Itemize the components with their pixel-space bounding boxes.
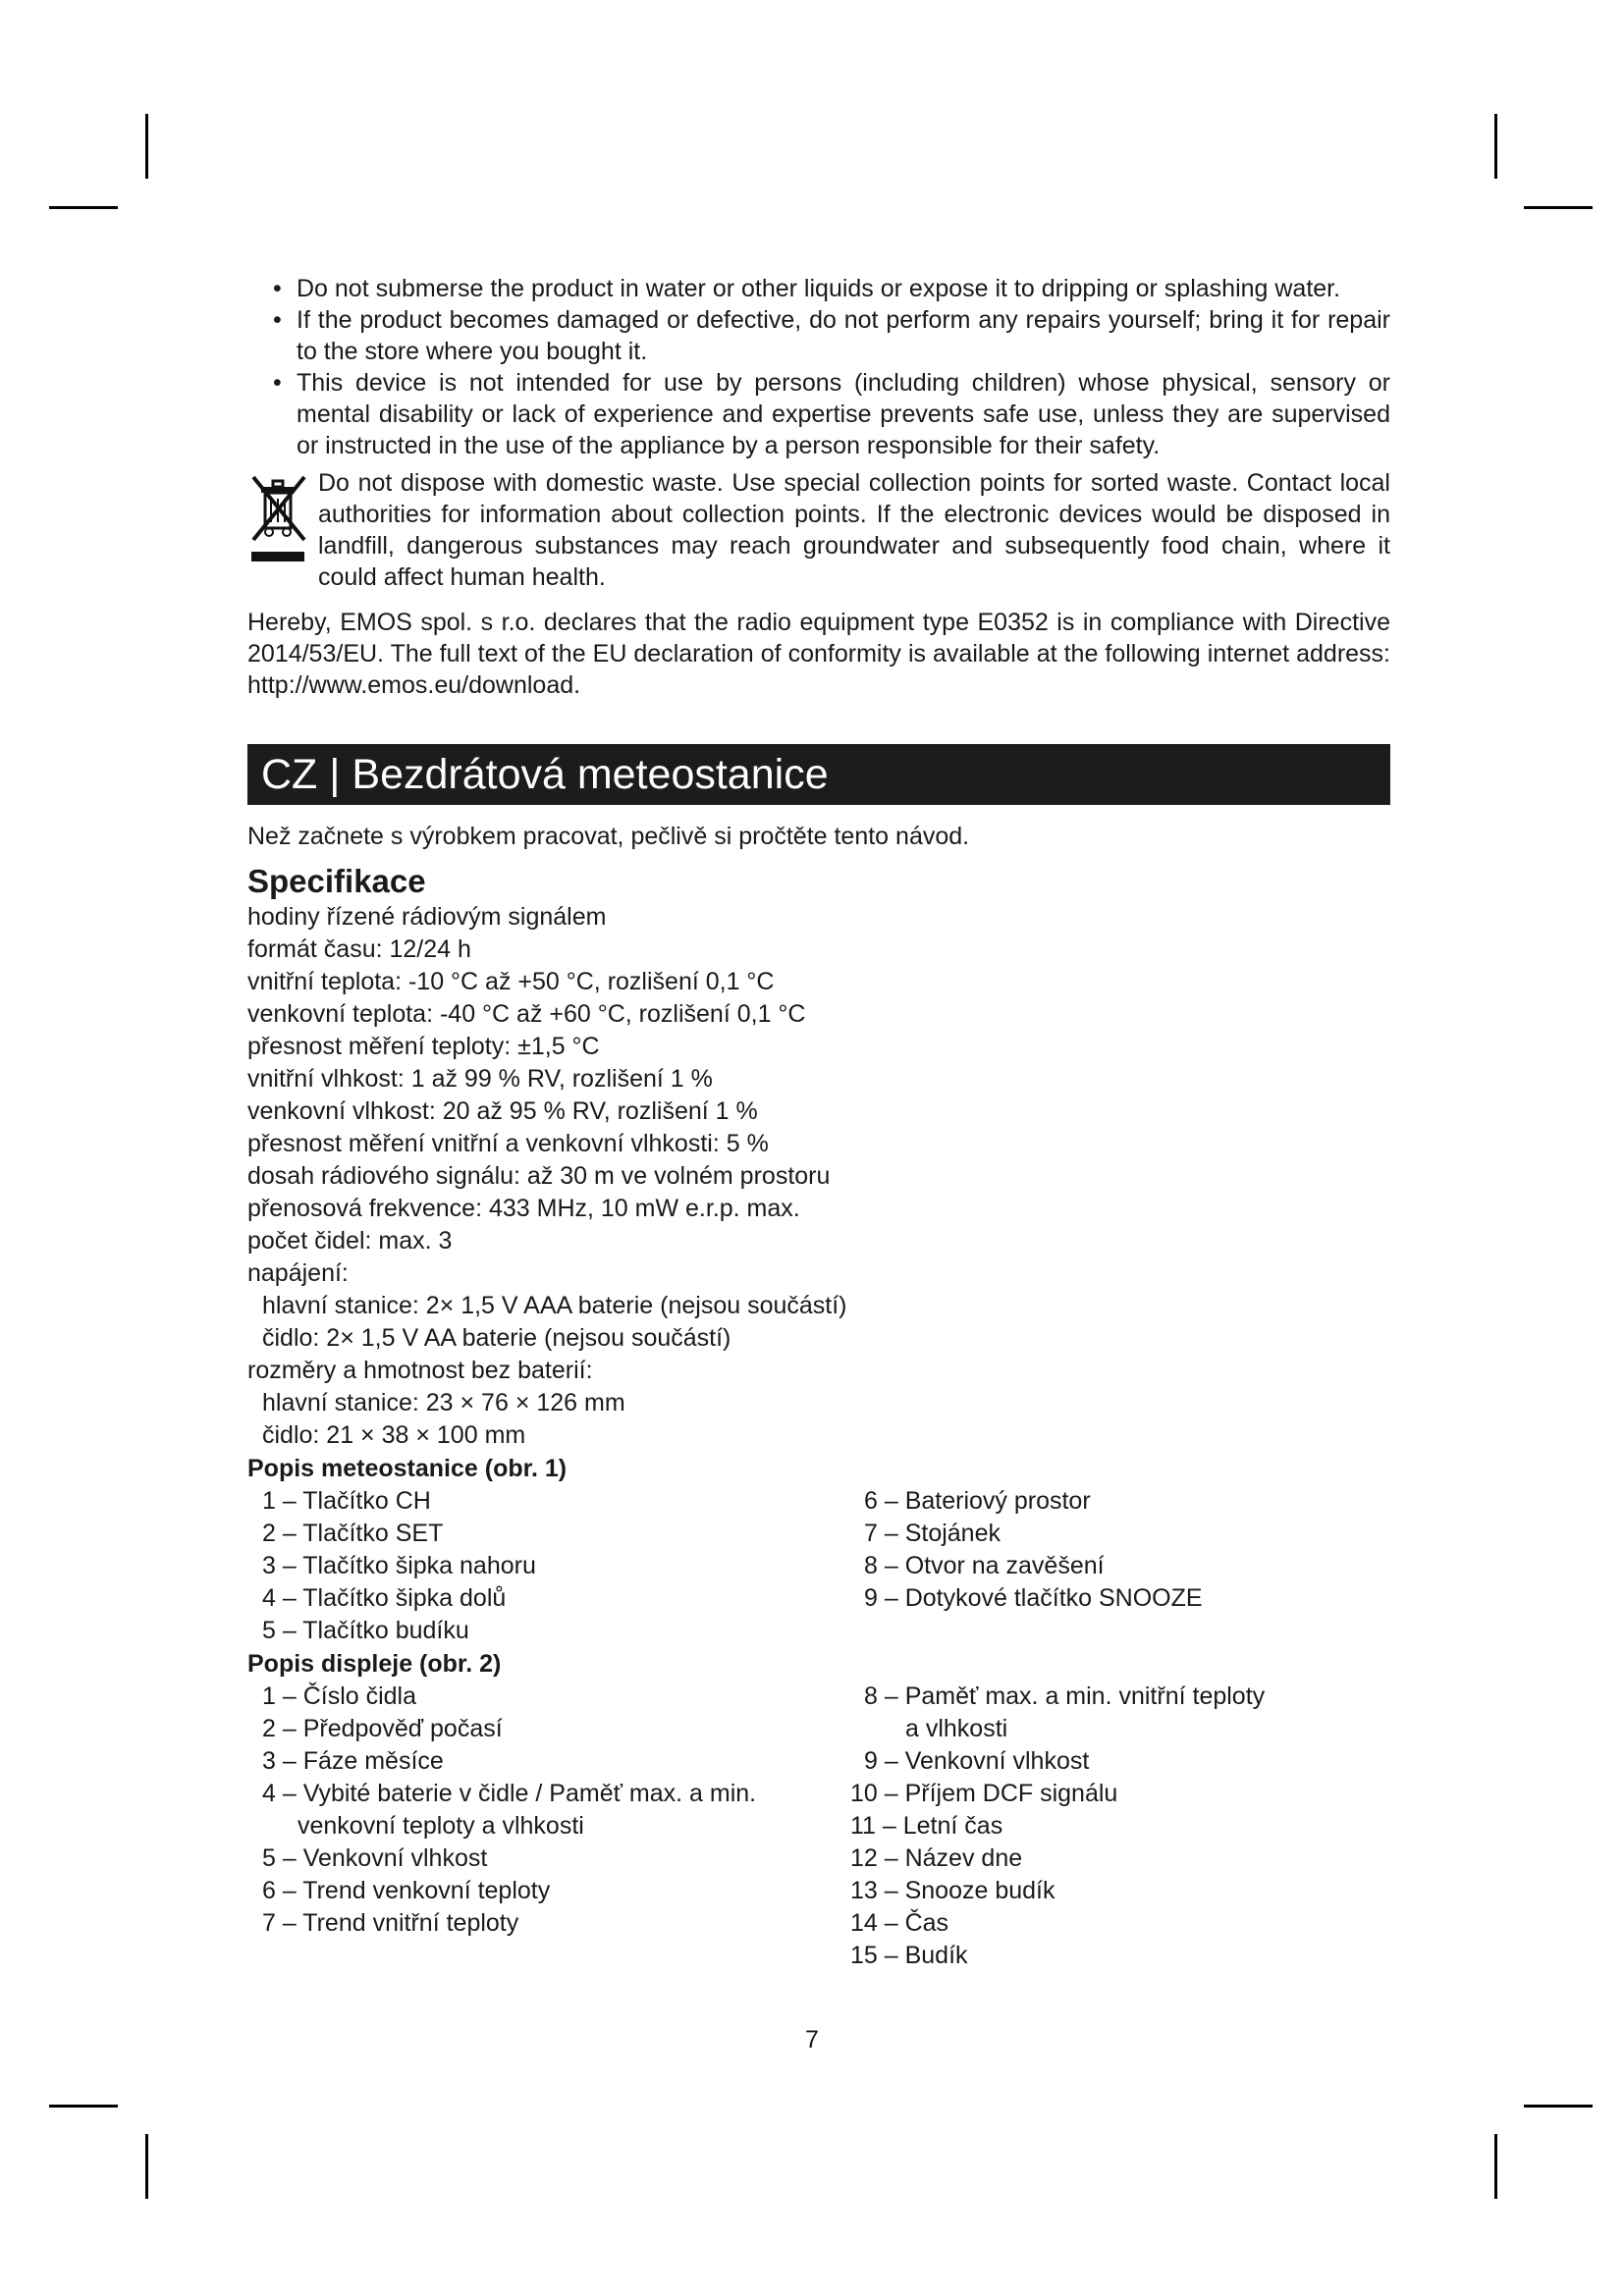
list-item: 8 – Paměť max. a min. vnitřní teploty	[864, 1682, 1266, 1710]
list-item: 5 – Venkovní vlhkost	[262, 1844, 488, 1872]
list-item: 2 – Předpověď počasí	[262, 1715, 503, 1742]
list-item: 13 – Snooze budík	[850, 1877, 1056, 1904]
page-content	[247, 273, 1390, 1975]
display-left-col	[262, 1681, 756, 1940]
list-item: 1 – Číslo čidla	[262, 1682, 417, 1710]
list-item: 2 – Tlačítko SET	[262, 1520, 444, 1547]
spec-item: čidlo: 2× 1,5 V AA baterie (nejsou součástí)	[262, 1324, 731, 1352]
spec-item: počet čidel: max. 3	[247, 1227, 453, 1255]
list-item: 10 – Příjem DCF signálu	[850, 1780, 1118, 1807]
list-item: 7 – Trend vnitřní teploty	[262, 1909, 519, 1937]
spec-item: venkovní vlhkost: 20 až 95 % RV, rozlišení 1 %	[247, 1097, 758, 1125]
spec-item: vnitřní vlhkost: 1 až 99 % RV, rozlišení 1 %	[247, 1065, 713, 1093]
page-number: 7	[805, 2026, 819, 2054]
display-list	[247, 1681, 1390, 1975]
bullet-item: • Do not submerse the product in water or other liquids or expose it to dripping or splashing water.	[247, 273, 1390, 304]
spec-item: dosah rádiového signálu: až 30 m ve volném prostoru	[247, 1162, 831, 1190]
list-item: 6 – Bateriový prostor	[864, 1487, 1091, 1515]
declaration-text: Hereby, EMOS spol. s r.o. declares that the radio equipment type E0352 is in compliance with Directive 2014/53/EU. The full text of the EU declaration of conformity is available at the following internet address: http://www.emos.eu/download.	[247, 609, 1390, 699]
spec-item: hlavní stanice: 2× 1,5 V AAA baterie (nejsou součástí)	[262, 1292, 847, 1319]
list-item: 3 – Fáze měsíce	[262, 1747, 444, 1775]
spec-list	[247, 901, 1390, 1452]
crop-mark-tr-v	[1494, 114, 1497, 179]
spec-item: rozměry a hmotnost bez baterií:	[247, 1357, 593, 1384]
bullet-item: • This device is not intended for use by persons (including children) whose physical, sensory or mental disability or lack of experience and expertise prevents safe use, unless they are supervised or instructed in the use of the appliance by a person responsible for their safety.	[247, 367, 1390, 461]
crop-mark-tr-h	[1524, 206, 1593, 209]
list-item: 14 – Čas	[850, 1909, 949, 1937]
station-list	[247, 1485, 1390, 1647]
intro-text: Než začnete s výrobkem pracovat, pečlivě si pročtěte tento návod.	[247, 823, 970, 850]
spec-item: hodiny řízené rádiovým signálem	[247, 903, 607, 931]
crop-mark-br-v	[1494, 2134, 1497, 2199]
list-item: 4 – Tlačítko šipka dolů	[262, 1584, 507, 1612]
crop-mark-bl-h	[49, 2105, 118, 2108]
spec-heading: Specifikace	[247, 863, 426, 899]
spec-item: přesnost měření vnitřní a venkovní vlhkosti: 5 %	[247, 1130, 769, 1157]
spec-item: vnitřní teplota: -10 °C až +50 °C, rozlišení 0,1 °C	[247, 968, 775, 995]
display-heading: Popis displeje (obr. 2)	[247, 1650, 502, 1678]
list-item: 3 – Tlačítko šipka nahoru	[262, 1552, 536, 1579]
safety-bullets	[247, 273, 1390, 461]
list-item: 9 – Venkovní vlhkost	[864, 1747, 1090, 1775]
list-item: 8 – Otvor na zavěšení	[864, 1552, 1105, 1579]
bullet-item: • If the product becomes damaged or defective, do not perform any repairs yourself; bring it for repair to the store where you bought it.	[247, 304, 1390, 367]
section-title-bar: CZ | Bezdrátová meteostanice	[247, 744, 1390, 805]
crop-mark-br-h	[1524, 2105, 1593, 2108]
list-item: 12 – Název dne	[850, 1844, 1023, 1872]
spec-item: přenosová frekvence: 433 MHz, 10 mW e.r.p. max.	[247, 1195, 800, 1222]
list-item: 1 – Tlačítko CH	[262, 1487, 431, 1515]
list-item-continuation: a vlhkosti	[905, 1715, 1008, 1742]
crop-mark-bl-v	[145, 2134, 148, 2199]
list-item-continuation: venkovní teploty a vlhkosti	[298, 1812, 584, 1840]
spec-item: přesnost měření teploty: ±1,5 °C	[247, 1033, 600, 1060]
crossed-bin-icon	[247, 471, 308, 565]
list-item: 15 – Budík	[850, 1942, 968, 1969]
weee-text: Do not dispose with domestic waste. Use special collection points for sorted waste. Contact local authorities for information about collection points. If the electronic devices would be disposed in landfill, dangerous substances may reach groundwater and subsequently food chain, where it could affect human health.	[318, 469, 1390, 591]
crop-mark-tl-v	[145, 114, 148, 179]
list-item: 5 – Tlačítko budíku	[262, 1617, 469, 1644]
list-item: 6 – Trend venkovní teploty	[262, 1877, 551, 1904]
station-right-col	[864, 1485, 1203, 1615]
list-item: 4 – Vybité baterie v čidle / Paměť max. a min.	[262, 1780, 757, 1807]
spec-item: napájení:	[247, 1259, 349, 1287]
spec-item: hlavní stanice: 23 × 76 × 126 mm	[262, 1389, 625, 1416]
display-right-col	[850, 1681, 1265, 1972]
station-heading: Popis meteostanice (obr. 1)	[247, 1455, 568, 1482]
station-left-col	[262, 1485, 536, 1647]
spec-item: formát času: 12/24 h	[247, 935, 471, 963]
list-item: 9 – Dotykové tlačítko SNOOZE	[864, 1584, 1203, 1612]
list-item: 11 – Letní čas	[850, 1812, 1003, 1840]
weee-notice	[247, 467, 1390, 593]
crop-mark-tl-h	[49, 206, 118, 209]
spec-item: venkovní teplota: -40 °C až +60 °C, rozlišení 0,1 °C	[247, 1000, 806, 1028]
list-item: 7 – Stojánek	[864, 1520, 1001, 1547]
spec-item: čidlo: 21 × 38 × 100 mm	[262, 1421, 526, 1449]
